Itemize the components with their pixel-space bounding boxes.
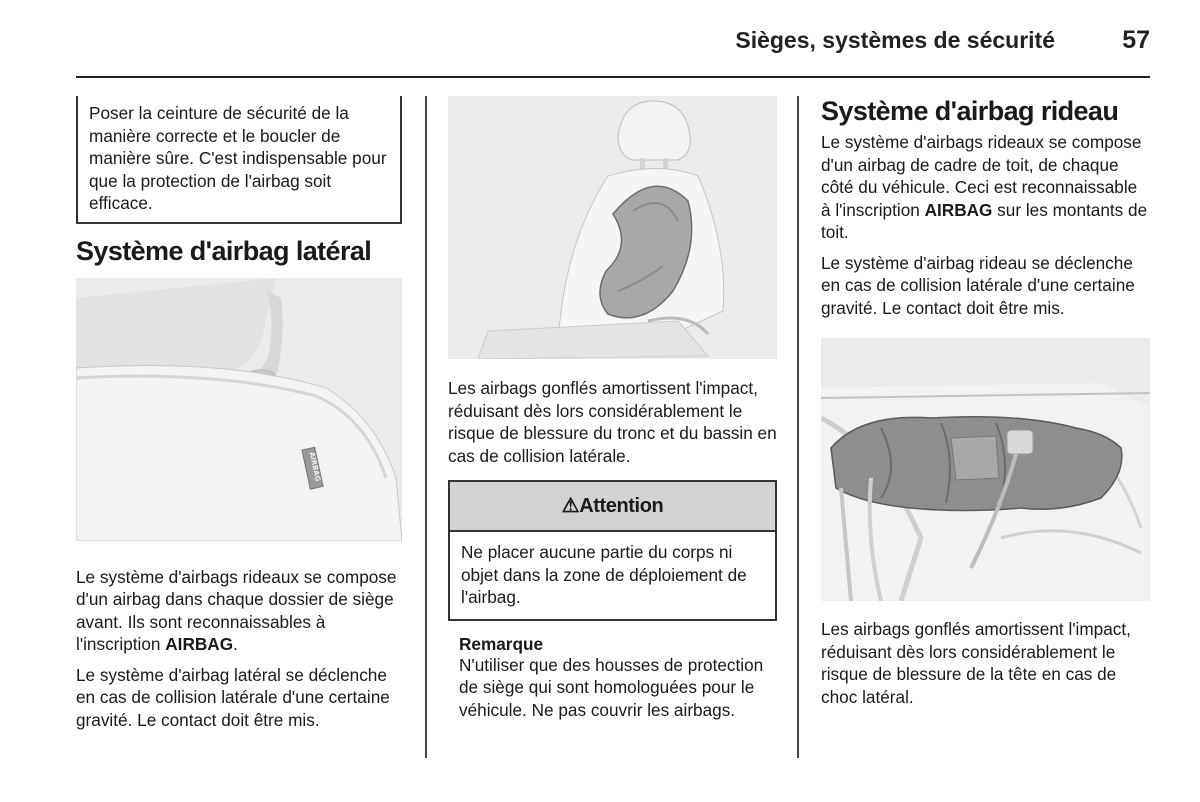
side-airbag-caption: Les airbags gonflés amortissent l'impact, réduisant dès lors considérablement le risque de blessure du tronc et du bassin en cas de collision latérale. bbox=[448, 378, 777, 466]
column-divider-2 bbox=[797, 96, 799, 758]
seatbelt-note-box bbox=[76, 96, 402, 224]
column-right bbox=[821, 96, 1150, 708]
remark-text: N'utiliser que des housses de protection de siège qui sont homologuées pour le véhicule. Ne pas couvrir les airbags. bbox=[459, 654, 764, 720]
warning-box bbox=[448, 480, 777, 621]
seat-backrest-drawing bbox=[76, 278, 402, 541]
page-number: 57 bbox=[1122, 26, 1150, 54]
remark-title: Remarque bbox=[459, 633, 544, 654]
column-middle bbox=[448, 96, 777, 721]
column-left bbox=[76, 96, 402, 731]
side-airbag-heading: Système d'airbag latéral bbox=[76, 235, 372, 266]
curtain-airbag-caption: Les airbags gonflés amortissent l'impact, réduisant dès lors considérablement le risque de blessure de la tête en cas de choc latéral. bbox=[821, 619, 1131, 707]
remark-block bbox=[448, 634, 777, 722]
section-title: Sièges, systèmes de sécurité bbox=[735, 27, 1055, 53]
side-airbag-deployed-illustration bbox=[448, 96, 777, 359]
warning-title: Attention bbox=[579, 495, 664, 517]
warning-header bbox=[450, 482, 775, 532]
seat-airbag-label: AIRBAG bbox=[307, 450, 322, 482]
side-airbag-paragraph-2: Le système d'airbag latéral se déclenche en cas de collision latérale d'une certaine gravité. Le contact doit être mis. bbox=[76, 664, 390, 730]
curtain-airbag-paragraph-1: Le système d'airbags rideaux se compose d'un airbag de cadre de toit, de chaque côté du véhicule. Ceci est reconnaissable à l'inscription AIRBAG sur les montants de toit. bbox=[821, 132, 1148, 242]
warning-text: Ne placer aucune partie du corps ni objet dans la zone de déploiement de l'airbag. bbox=[461, 542, 747, 607]
seat-backrest-illustration bbox=[76, 278, 402, 541]
side-airbag-paragraph-1: Le système d'airbags rideaux se compose d'un airbag dans chaque dossier de siège avant. Ils sont reconnaissables à l'inscription AIRBAG. bbox=[76, 566, 397, 654]
seatbelt-note-text: Poser la ceinture de sécurité de la manière correcte et le boucler de manière sûre. C'est indispensable pour que la protection de l'airbag soit efficace. bbox=[89, 103, 387, 213]
curtain-airbag-heading: Système d'airbag rideau bbox=[821, 96, 1119, 126]
curtain-airbag-illustration bbox=[821, 338, 1150, 601]
warning-triangle-icon: ⚠ bbox=[561, 495, 580, 517]
page-header bbox=[76, 22, 1150, 78]
column-divider-1 bbox=[425, 96, 427, 758]
curtain-airbag-paragraph-2: Le système d'airbag rideau se déclenche en cas de collision latérale d'une certaine gravité. Le contact doit être mis. bbox=[821, 252, 1135, 318]
